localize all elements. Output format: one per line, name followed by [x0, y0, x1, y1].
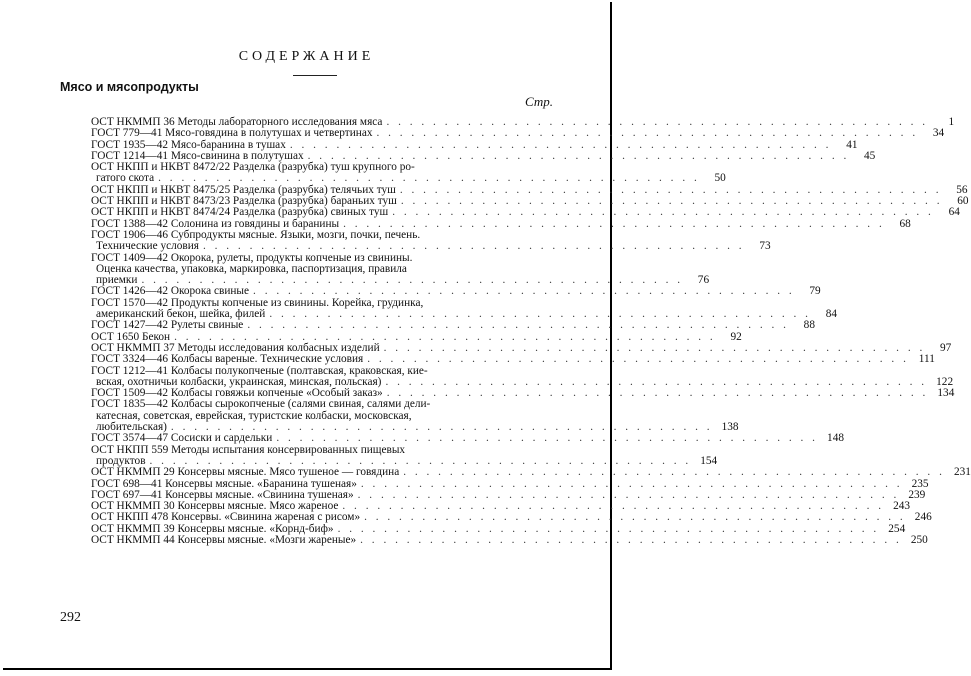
dot-leader: . . . . . . . . . . . . . . . . . . . . . . . . . . . . . . . . . . . . . . . . . . . . . . .	[367, 353, 909, 366]
dot-leader: . . . . . . . . . . . . . . . . . . . . . . . . . . . . . . . . . . . . . . . . . . . . . . .	[170, 421, 713, 434]
toc-entry-line	[91, 432, 844, 445]
dot-leader: . . . . . . . . . . . . . . . . . . . . . . . . . . . . . . . . . . . . . . . . . . . . . . .	[386, 116, 929, 128]
title-underline	[293, 75, 337, 76]
dot-leader: . . . . . . . . . . . . . . . . . . . . . . . . . . . . . . . . . . . . . . . . . . . . . . .	[357, 488, 900, 501]
toc-page-number: 34	[932, 127, 945, 140]
page-number: 292	[60, 610, 81, 625]
toc-entry-text: ГОСТ 1570—42 Продукты копченые из свинины. Корейка, грудинка,	[91, 296, 424, 309]
toc-page-number: 250	[910, 533, 928, 546]
toc-entry-text: ОСТ НКПП и НКВТ 8475/25 Разделка (разрубка) телячьих туш	[91, 183, 396, 196]
toc-page-number: 235	[911, 477, 929, 490]
toc-entry-text: ГОСТ 1388—42 Солонина из говядины и баранины	[91, 217, 340, 230]
toc-page-number: 97	[940, 341, 952, 354]
dot-leader: . . . . . . . . . . . . . . . . . . . . . . . . . . . . . . . . . . . . . . . . . . . . . . .	[337, 522, 880, 535]
dot-leader: . . . . . . . . . . . . . . . . . . . . . . . . . . . . . . . . . . . . . . . . . . . . . . .	[383, 341, 926, 354]
toc-page-number: 73	[759, 240, 771, 253]
toc-page-number: 79	[809, 285, 821, 298]
dot-leader: . . . . . . . . . . . . . . . . . . . . . . . . . . . . . . . . . . . . . . . . . . . . . . .	[403, 466, 945, 479]
section-title: Мясо и мясопродукты	[60, 80, 199, 94]
toc-entry-line	[91, 466, 971, 479]
toc-entry-text: ОСТ НКПП и НКВТ 8473/23 Разделка (разрубка) бараньих туш	[91, 195, 397, 208]
dot-leader: . . . . . . . . . . . . . . . . . . . . . . . . . . . . . . . . . . . . . . . . . . . . . . .	[202, 240, 745, 253]
toc-entry	[91, 161, 726, 185]
toc-entry	[91, 353, 935, 366]
table-of-contents	[91, 116, 971, 546]
page-content	[3, 2, 971, 668]
toc-entry-text: ГОСТ 1906—46 Субпродукты мясные. Языки, мозги, почки, печень.	[91, 228, 421, 241]
toc-entry-text: ОСТ НКПП 478 Консервы. «Свинина жареная с рисом»	[91, 511, 361, 524]
toc-entry-text: Оценка качества, упаковка, маркировка, паспортизация, правила	[96, 262, 407, 275]
toc-entry	[91, 364, 954, 389]
toc-page-number: 64	[948, 206, 960, 219]
toc-entry-text: ГОСТ 1212—41 Колбасы полукопченые (полтавская, краковская, кие-	[91, 364, 428, 377]
toc-entry	[91, 398, 739, 434]
toc-page-number: 111	[918, 353, 935, 366]
toc-entry-text: ГОСТ 1426—42 Окорока свиные	[91, 285, 250, 298]
dot-leader: . . . . . . . . . . . . . . . . . . . . . . . . . . . . . . . . . . . . . . . . . . . . . . .	[386, 387, 929, 400]
toc-entry	[91, 206, 960, 219]
toc-page-number: 92	[730, 330, 742, 343]
dot-leader: . . . . . . . . . . . . . . . . . . . . . . . . . . . . . . . . . . . . . . . . . . . . . . .	[158, 172, 700, 185]
toc-entry-line	[91, 127, 945, 140]
dot-leader: . . . . . . . . . . . . . . . . . . . . . . . . . . . . . . . . . . . . . . . . . . . . . . .	[360, 533, 902, 546]
dot-leader: . . . . . . . . . . . . . . . . . . . . . . . . . . . . . . . . . . . . . . . . . . . . . . .	[364, 511, 906, 524]
dot-leader: . . . . . . . . . . . . . . . . . . . . . . . . . . . . . . . . . . . . . . . . . . . . . . .	[342, 500, 885, 513]
toc-entry-text: ОСТ НКПП и НКВТ 8474/24 Разделка (разрубка) свиных туш	[91, 206, 389, 219]
toc-entry	[91, 432, 844, 445]
toc-entry-text: ГОСТ 3574—47 Сосиски и сардельки	[91, 432, 273, 445]
toc-page-number: 243	[893, 500, 911, 513]
toc-entry-text: ОСТ НКПП 559 Методы испытания консервированных пищевых	[91, 443, 406, 456]
toc-page-number: 122	[936, 375, 954, 388]
toc-entry-line	[91, 533, 928, 546]
toc-entry	[91, 511, 932, 524]
toc-entry	[91, 296, 837, 321]
toc-entry	[91, 228, 771, 253]
toc-entry-text: продуктов	[96, 454, 146, 467]
toc-entry-text: ГОСТ 697—41 Консервы мясные. «Свинина тушеная»	[91, 488, 354, 501]
toc-entry-text: гатого скота	[96, 172, 155, 185]
toc-entry-line	[91, 319, 815, 332]
toc-page-number: 148	[827, 432, 844, 445]
dot-leader: . . . . . . . . . . . . . . . . . . . . . . . . . . . . . . . . . . . . . . . . . . . . . . .	[276, 432, 818, 445]
toc-page-number: 45	[864, 149, 876, 162]
toc-page-number: 1	[948, 116, 955, 128]
toc-entry	[91, 319, 815, 332]
toc-entry	[91, 127, 945, 140]
dot-leader: . . . . . . . . . . . . . . . . . . . . . . . . . . . . . . . . . . . . . . . . . . . . . . .	[141, 274, 684, 287]
toc-entry-text: ОСТ НКММП 29 Консервы мясные. Мясо тушеное — говядина	[91, 466, 400, 479]
toc-entry-text: вская, охотничьи колбаски, украинская, минская, польская)	[96, 375, 382, 388]
toc-page-number: 76	[697, 274, 710, 287]
toc-entry-line	[91, 206, 960, 219]
toc-entry-text: ОСТ НКПП и НКВТ 8472/22 Разделка (разрубка) туш крупного ро-	[91, 161, 415, 174]
toc-entry-text: ОСТ НКММП 36 Методы лабораторного исследования мяса	[91, 116, 383, 128]
toc-page-number: 88	[803, 319, 815, 332]
toc-page-number: 138	[721, 421, 739, 434]
dot-leader: . . . . . . . . . . . . . . . . . . . . . . . . . . . . . . . . . . . . . . . . . . . . . . .	[289, 138, 832, 151]
toc-page-number: 60	[957, 195, 969, 208]
dot-leader: . . . . . . . . . . . . . . . . . . . . . . . . . . . . . . . . . . . . . . . . . . . . . . .	[174, 330, 716, 343]
toc-entry-text: любительская)	[96, 421, 167, 434]
dot-leader: . . . . . . . . . . . . . . . . . . . . . . . . . . . . . . . . . . . . . . . . . . . . . . .	[399, 183, 942, 196]
toc-page-number: 41	[846, 138, 858, 151]
dot-leader: . . . . . . . . . . . . . . . . . . . . . . . . . . . . . . . . . . . . . . . . . . . . . . .	[360, 477, 903, 490]
toc-entry-text: ГОСТ 779—41 Мясо-говядина в полутушах и четвертинах	[91, 127, 373, 140]
toc-entry-text: ОСТ НКММП 39 Консервы мясные. «Корнд-биф»	[91, 522, 334, 535]
toc-entry-text: ГОСТ 1214—41 Мясо-свинина в полутушах	[91, 149, 304, 162]
toc-entry	[91, 251, 710, 287]
dot-leader: . . . . . . . . . . . . . . . . . . . . . . . . . . . . . . . . . . . . . . . . . . . . . . .	[253, 285, 795, 298]
toc-page-number: 84	[825, 308, 837, 321]
toc-entry-text: Технические условия	[96, 240, 199, 253]
toc-entry-text: приемки	[96, 274, 138, 287]
dot-leader: . . . . . . . . . . . . . . . . . . . . . . . . . . . . . . . . . . . . . . . . . . . . . . .	[392, 206, 934, 219]
page-column-label: Стр.	[525, 94, 553, 109]
toc-page-number: 68	[899, 217, 911, 230]
toc-entry-text: катесная, советская, еврейская, туристские колбаски, московская,	[96, 409, 412, 422]
dot-leader: . . . . . . . . . . . . . . . . . . . . . . . . . . . . . . . . . . . . . . . . . . . . . . .	[149, 454, 692, 467]
toc-page-number: 239	[908, 488, 926, 501]
dot-leader: . . . . . . . . . . . . . . . . . . . . . . . . . . . . . . . . . . . . . . . . . . . . . . .	[247, 319, 789, 332]
dot-leader: . . . . . . . . . . . . . . . . . . . . . . . . . . . . . . . . . . . . . . . . . . . . . . .	[269, 308, 811, 321]
document-page	[3, 2, 971, 670]
toc-page-number: 50	[714, 172, 726, 185]
toc-entry-text: ОСТ НКММП 30 Консервы мясные. Мясо жареное	[91, 500, 339, 513]
toc-entry	[91, 443, 718, 468]
toc-page-number: 134	[937, 387, 955, 400]
toc-entry	[91, 533, 928, 546]
dot-leader: . . . . . . . . . . . . . . . . . . . . . . . . . . . . . . . . . . . . . . . . . . . . . . .	[307, 149, 850, 162]
page-title: СОДЕРЖАНИЕ	[238, 49, 375, 64]
toc-page-number: 154	[700, 454, 718, 467]
dot-leader: . . . . . . . . . . . . . . . . . . . . . . . . . . . . . . . . . . . . . . . . . . . . . . .	[376, 127, 919, 140]
toc-page-number: 56	[956, 183, 968, 196]
toc-entry-text: ГОСТ 1935—42 Мясо-баранина в тушах	[91, 138, 286, 151]
dot-leader: . . . . . . . . . . . . . . . . . . . . . . . . . . . . . . . . . . . . . . . . . . . . . . .	[400, 195, 943, 208]
toc-entry-text: ГОСТ 1835—42 Колбасы сырокопченые (салями свиная, салями дели-	[91, 398, 431, 411]
toc-entry-line	[91, 353, 935, 366]
toc-page-number: 231	[953, 466, 971, 479]
toc-entry-line	[91, 240, 771, 253]
toc-entry-text: ГОСТ 1409—42 Окорока, рулеты, продукты копченые из свинины.	[91, 251, 413, 264]
toc-entry-text: ГОСТ 1509—42 Колбасы говяжьи копченые «Особый заказ»	[91, 387, 383, 400]
toc-entry-text: ОСТ НКММП 44 Консервы мясные. «Мозги жареные»	[91, 533, 357, 546]
toc-entry-text: ОСТ 1650 Бекон	[91, 330, 171, 343]
toc-entry-text: американский бекон, шейка, филей	[96, 308, 266, 321]
toc-entry-line	[91, 511, 932, 524]
toc-entry	[91, 466, 971, 479]
dot-leader: . . . . . . . . . . . . . . . . . . . . . . . . . . . . . . . . . . . . . . . . . . . . . . .	[385, 375, 928, 388]
dot-leader: . . . . . . . . . . . . . . . . . . . . . . . . . . . . . . . . . . . . . . . . . . . . . . .	[343, 217, 885, 230]
toc-entry-text: ОСТ НКММП 37 Методы исследования колбасных изделий	[91, 341, 380, 354]
toc-page-number: 246	[914, 511, 932, 524]
toc-entry-text: ГОСТ 3324—46 Колбасы вареные. Технические условия	[91, 353, 364, 366]
toc-entry-text: ГОСТ 1427—42 Рулеты свиные	[91, 319, 244, 332]
toc-page-number: 254	[888, 522, 906, 535]
toc-entry-text: ГОСТ 698—41 Консервы мясные. «Баранина тушеная»	[91, 477, 357, 490]
